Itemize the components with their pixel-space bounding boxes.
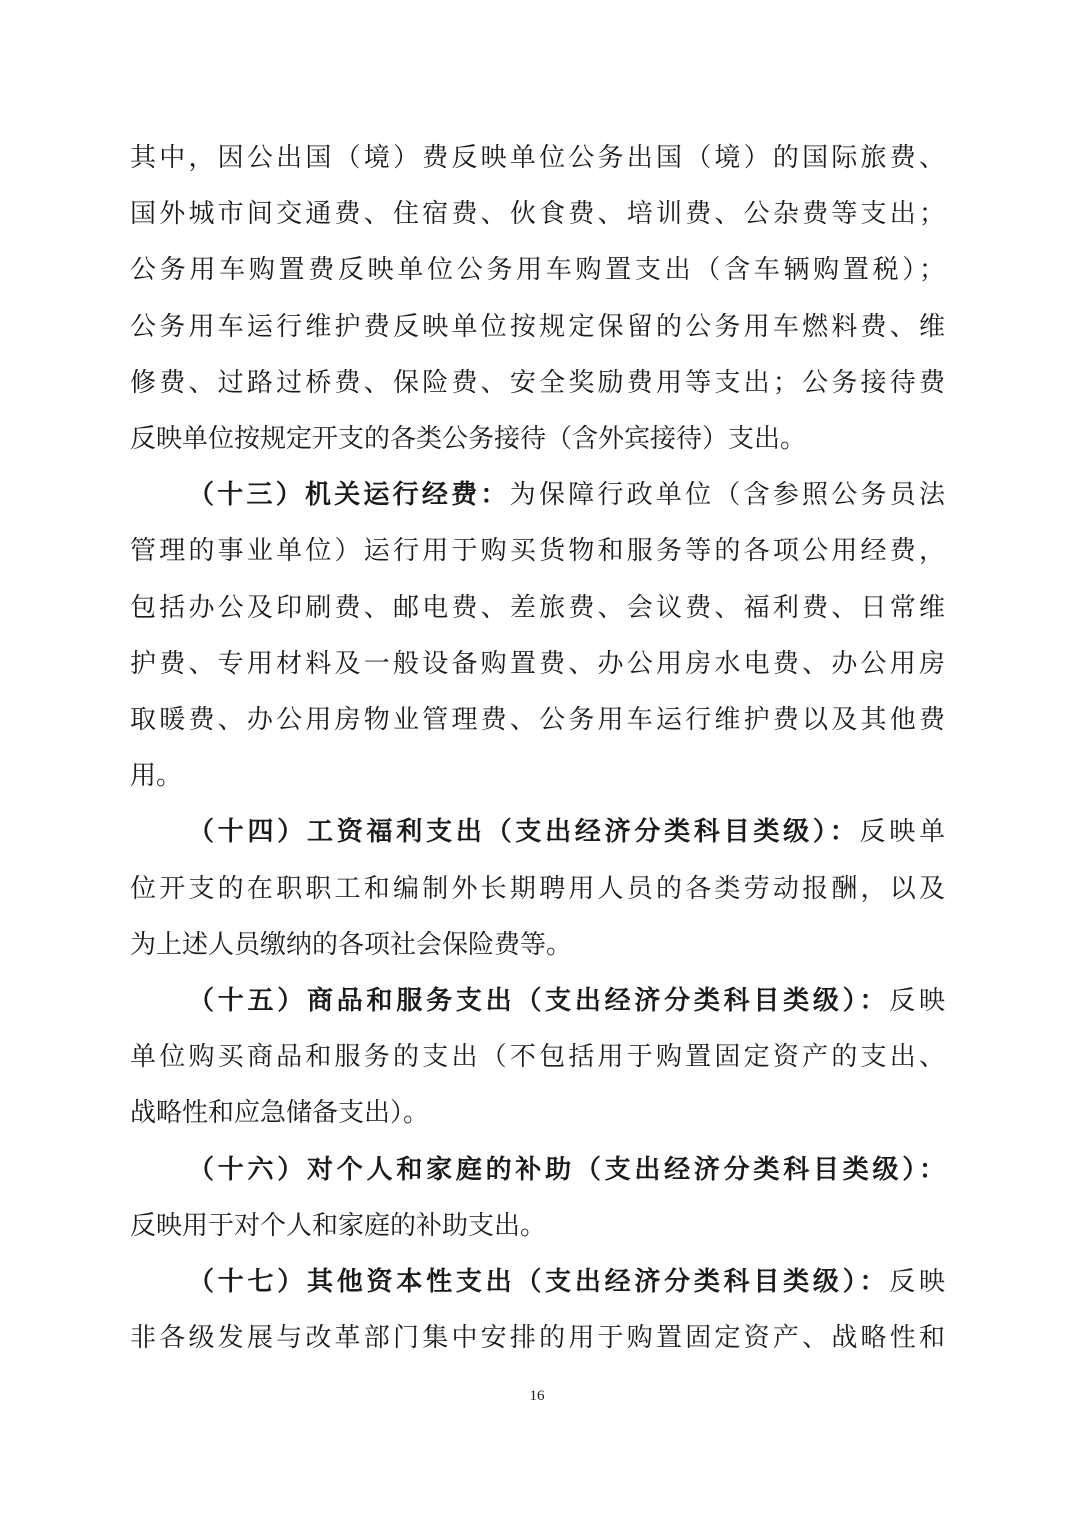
text-line: [130, 250, 945, 290]
line-text: 战略性和应急储备支出）。: [130, 1098, 430, 1129]
text-line: [130, 531, 945, 571]
line-text: 反映: [889, 1267, 945, 1297]
line-text: 包括办公及印刷费、邮电费、差旅费、会议费、福利费、日常维: [130, 592, 945, 623]
text-line: [130, 307, 945, 347]
line-text: 公务用车运行维护费反映单位按规定保留的公务用车燃料费、维: [130, 311, 945, 342]
text-line: [188, 1262, 945, 1302]
line-text: 反映单位按规定开支的各类公务接待（含外宾接待）支出。: [130, 424, 807, 454]
text-line: [130, 925, 945, 965]
section-heading: （十六）对个人和家庭的补助（支出经济分类科目类级）：: [188, 1154, 945, 1185]
line-text: 修费、过路过桥费、保险费、安全奖励费用等支出；公务接待费: [130, 367, 945, 398]
page-number: 16: [529, 1388, 545, 1404]
line-text: 管理的事业单位）运行用于购买货物和服务等的各项公用经费，: [130, 536, 945, 567]
section-heading: （十三）机关运行经费：: [188, 480, 510, 511]
text-line: [130, 194, 945, 234]
line-text: 为上述人员缴纳的各项社会保险费等。: [130, 929, 573, 960]
section-heading: （十七）其他资本性支出（支出经济分类科目类级）：: [188, 1267, 890, 1297]
text-line: [130, 644, 945, 684]
text-line: [188, 475, 945, 515]
text-line: [188, 981, 945, 1021]
line-text: 取暖费、办公用房物业管理费、公务用车运行维护费以及其他费: [130, 705, 945, 735]
line-text: 反映用于对个人和家庭的补助支出。: [130, 1210, 547, 1241]
line-text: 用。: [130, 761, 183, 792]
text-line: [130, 756, 945, 796]
line-text: 为保障行政单位（含参照公务员法: [509, 480, 945, 511]
text-line: [130, 700, 945, 740]
text-line: [130, 1318, 945, 1358]
line-text: 反映单: [859, 817, 945, 848]
line-text: 位开支的在职职工和编制外长期聘用人员的各类劳动报酬，以及: [130, 873, 945, 904]
text-line: [188, 812, 945, 852]
line-text: 国外城市间交通费、住宿费、伙食费、培训费、公杂费等支出；: [130, 199, 945, 230]
text-line: [130, 1037, 945, 1077]
line-text: 其中，因公出国（境）费反映单位公务出国（境）的国际旅费、: [130, 143, 945, 173]
section-heading: （十五）商品和服务支出（支出经济分类科目类级）：: [188, 986, 890, 1016]
line-text: 反映: [889, 986, 945, 1016]
line-text: 单位购买商品和服务的支出（不包括用于购置固定资产的支出、: [130, 1042, 945, 1073]
section-heading: （十四）工资福利支出（支出经济分类科目类级）：: [188, 817, 860, 848]
line-text: 公务用车购置费反映单位公务用车购置支出（含车辆购置税）；: [130, 255, 945, 286]
text-line: [130, 363, 945, 403]
text-line: [130, 419, 945, 459]
line-text: 护费、专用材料及一般设备购置费、办公用房水电费、办公用房: [130, 648, 945, 679]
text-line: [130, 138, 945, 178]
text-line: [130, 869, 945, 909]
text-line: [130, 1206, 945, 1246]
text-line: [130, 1093, 945, 1133]
text-line: [130, 588, 945, 628]
text-line: [188, 1150, 945, 1190]
line-text: 非各级发展与改革部门集中安排的用于购置固定资产、战略性和: [130, 1323, 945, 1354]
